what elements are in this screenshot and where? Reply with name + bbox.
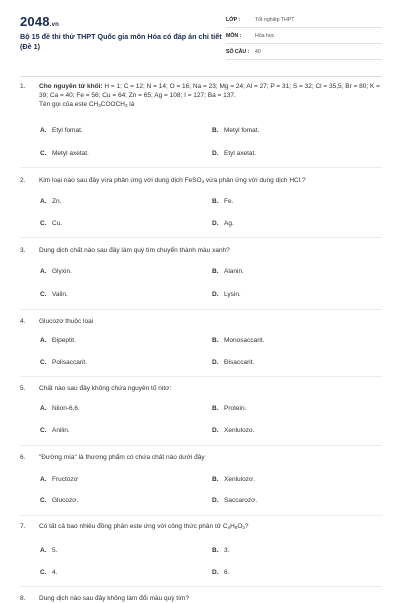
question-body: Kim loại nào sau đây vừa phản ứng với dung dịch FeSO [39, 177, 202, 184]
option-letter: A. [40, 405, 47, 412]
option-text: Nilon-6,6. [52, 405, 80, 412]
option-text: Alanin. [224, 268, 244, 275]
document-header [20, 14, 382, 74]
option-letter: A. [40, 547, 47, 554]
question-number: 8. [20, 595, 26, 602]
option-text: Zn. [52, 198, 62, 205]
subscript: 4 [201, 179, 205, 184]
option-a[interactable] [40, 475, 78, 484]
option-letter: B. [212, 337, 219, 344]
option-a[interactable] [40, 404, 80, 413]
question-text: "Đường mía" là thương phẩm có chứa chất nào dưới đây [39, 454, 205, 461]
option-letter: D. [212, 427, 219, 434]
option-letter: B. [212, 476, 219, 483]
subscript: 2 [242, 525, 245, 530]
question-text: Dung dịch chất nào sau đây làm quỳ tím chuyển thành màu xanh? [39, 247, 230, 254]
option-text: Fructozơ [52, 476, 78, 483]
option-b[interactable] [212, 126, 259, 135]
question-number: 7. [20, 523, 26, 530]
question-separator [20, 445, 382, 446]
option-d[interactable] [212, 426, 254, 435]
option-b[interactable] [212, 404, 246, 413]
option-c[interactable] [40, 568, 57, 577]
option-letter: B. [212, 127, 219, 134]
option-c[interactable] [40, 426, 70, 435]
question-separator [20, 376, 382, 377]
option-a[interactable] [40, 546, 57, 555]
meta-class-value: Tốt nghiệp THPT [255, 17, 295, 23]
option-a[interactable] [40, 197, 61, 206]
option-text: 3. [224, 547, 230, 554]
meta-count-value: 40 [255, 49, 261, 55]
question-separator [20, 586, 382, 587]
question-text: Chất nào sau đây không chứa nguyên tố nitơ: [39, 385, 172, 392]
option-text: 6. [224, 569, 230, 576]
option-letter: C. [40, 427, 47, 434]
meta-subject-value: Hóa học [255, 33, 275, 39]
option-letter: D. [212, 569, 219, 576]
option-c[interactable] [40, 149, 89, 158]
question-number: 1. [20, 83, 26, 90]
option-letter: A. [40, 268, 47, 275]
option-b[interactable] [212, 336, 264, 345]
option-text: Glucozơ. [52, 497, 79, 504]
option-letter: C. [40, 359, 47, 366]
question-text [39, 176, 382, 186]
question-number: 4. [20, 318, 26, 325]
option-text: Saccarozơ. [224, 497, 258, 504]
option-letter: D. [212, 291, 219, 298]
question-number: 2. [20, 177, 26, 184]
question-body: Có tất cả bao nhiêu đồng phân este ứng với công thức phân tử C [39, 523, 228, 530]
option-text: 4. [52, 569, 58, 576]
option-letter: C. [40, 220, 47, 227]
option-letter: D. [212, 150, 219, 157]
option-letter: A. [40, 337, 47, 344]
question-body-post: ? [244, 523, 249, 530]
option-c[interactable] [40, 496, 78, 505]
option-letter: C. [40, 291, 47, 298]
question-separator [20, 309, 382, 310]
option-letter: B. [212, 405, 219, 412]
subscript: 3 [98, 103, 101, 108]
exam-meta [226, 16, 382, 64]
option-text: Cu. [52, 220, 63, 227]
option-a[interactable] [40, 126, 83, 135]
option-text: Metyl fomat. [224, 127, 260, 134]
option-c[interactable] [40, 290, 68, 299]
meta-subject-row [226, 32, 382, 44]
option-letter: A. [40, 198, 47, 205]
question-line2-mid: COOCH [100, 101, 125, 108]
logo-text: 2048 [20, 14, 50, 29]
option-letter: C. [40, 150, 47, 157]
option-d[interactable] [212, 358, 254, 367]
question-body: H = 1; C = 12; N = 14; O = 16; Na = 23; Mg = 24; Al = 27; P = 31; S = 32; Cl = 35,5; Br = 80; K = 39; Ca = 40; Fe = 56; Cu = 64; Zn = 65; Ag = 108; I = 127; Ba = 137. [39, 83, 380, 99]
option-text: Fe. [224, 198, 234, 205]
option-text: Monosaccarit. [224, 337, 265, 344]
meta-count-label: SỐ CÂU : [226, 49, 250, 55]
option-letter: D. [212, 220, 219, 227]
option-d[interactable] [212, 290, 241, 299]
option-d[interactable] [212, 149, 256, 158]
question-lead: Cho nguyên tử khối: [39, 83, 103, 90]
option-b[interactable] [212, 267, 244, 276]
meta-class-row [226, 16, 382, 28]
option-text: Etyl fomat. [52, 127, 83, 134]
option-letter: A. [40, 127, 47, 134]
option-letter: B. [212, 198, 219, 205]
option-letter: C. [40, 569, 47, 576]
question-text: Dung dịch nào sau đây không làm đổi màu quỳ tím? [39, 595, 189, 602]
question-text [39, 522, 382, 532]
question-number: 3. [20, 247, 26, 254]
question-text: Glucozơ thuộc loại [39, 318, 94, 325]
option-letter: B. [212, 547, 219, 554]
option-text: Glyxin. [52, 268, 72, 275]
option-c[interactable] [40, 358, 87, 367]
question-line2-post: là [127, 101, 135, 108]
question-text [39, 82, 382, 110]
option-d[interactable] [212, 568, 229, 577]
subscript: 8 [234, 525, 238, 530]
option-d[interactable] [212, 496, 257, 505]
option-c[interactable] [40, 219, 62, 228]
option-text: 5. [52, 547, 58, 554]
option-letter: B. [212, 268, 219, 275]
subscript: 4 [227, 525, 231, 530]
option-text: Xenlulozo. [224, 427, 255, 434]
option-text: Xenlulozơ. [224, 476, 256, 483]
question-number: 5. [20, 385, 26, 392]
option-letter: A. [40, 476, 47, 483]
option-b[interactable] [212, 475, 255, 484]
option-text: Etyl axetat. [224, 150, 257, 157]
formula-part: O [237, 523, 243, 530]
header-divider [20, 76, 382, 77]
option-letter: D. [212, 359, 219, 366]
option-b[interactable] [212, 197, 233, 206]
option-b[interactable] [212, 546, 229, 555]
logo-suffix: .vn [49, 22, 60, 28]
meta-count-row [226, 48, 382, 60]
option-letter: C. [40, 497, 47, 504]
option-letter: D. [212, 497, 219, 504]
option-text: Protein. [224, 405, 247, 412]
meta-subject-label: MÔN : [226, 33, 242, 39]
option-text: Anilin. [52, 427, 70, 434]
formula-part: H [230, 523, 235, 530]
option-text: Ag. [224, 220, 234, 227]
question-separator [20, 167, 382, 168]
site-logo[interactable] [20, 14, 59, 29]
question-number: 6. [20, 454, 26, 461]
option-text: Valin. [52, 291, 68, 298]
meta-class-label: LỚP : [226, 17, 241, 23]
subscript: 3 [124, 103, 128, 108]
option-d[interactable] [212, 219, 234, 228]
option-text: Lysin. [224, 291, 241, 298]
option-text: Đisaccarit. [224, 359, 255, 366]
question-separator [20, 515, 382, 516]
question-body-post: vừa phản ứng với dung dịch HCl ? [204, 177, 306, 184]
exam-title: Bộ 15 đề thi thử THPT Quốc gia môn Hóa có đáp án chi tiết (Đề 1) [20, 32, 222, 51]
option-text: Metyl axetat. [52, 150, 89, 157]
option-text: Đipeptit. [52, 337, 76, 344]
option-text: Polisaccarit. [52, 359, 88, 366]
option-a[interactable] [40, 267, 72, 276]
question-separator [20, 237, 382, 238]
option-a[interactable] [40, 336, 76, 345]
question-line2: Tên gọi của este CH [39, 101, 99, 108]
